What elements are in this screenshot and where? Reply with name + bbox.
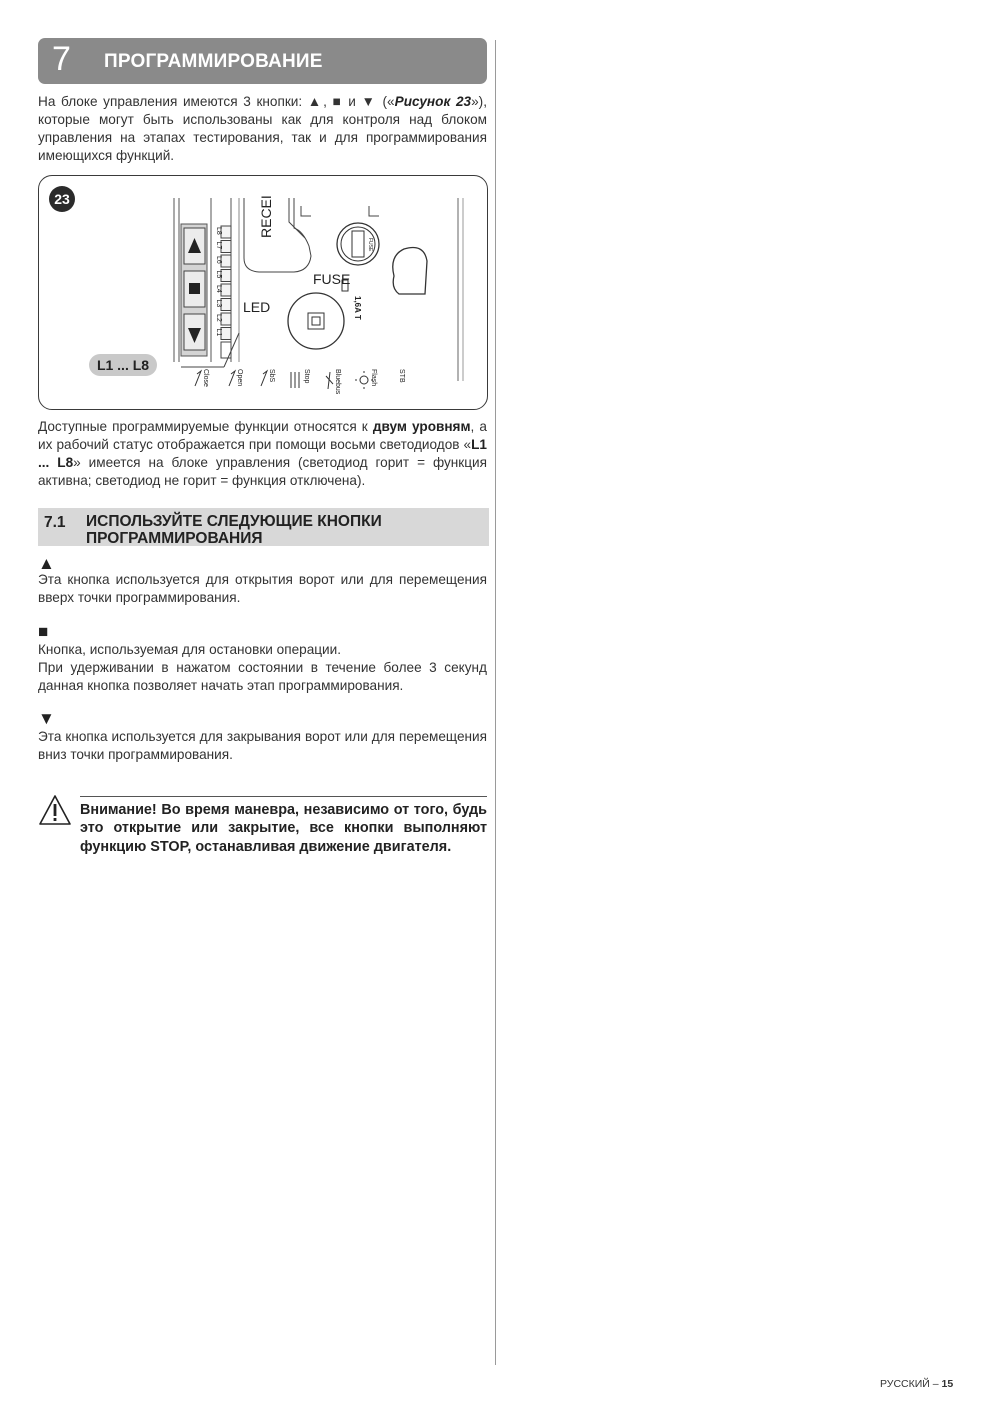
fuse-label: FUSE xyxy=(313,271,351,287)
warning-rule xyxy=(80,796,487,797)
terminal-label-stb: STB xyxy=(398,369,405,383)
led-label-l1: L1 xyxy=(215,328,222,337)
levels-text: Доступные программируемые функции относятся к xyxy=(38,419,373,434)
intro-text-continued: »), которые могут быть использованы как для контроля над блоком управления на этапах тестирования, так и для программирования имеющихся функций. xyxy=(38,94,487,163)
led-label-l2: L2 xyxy=(215,314,222,322)
terminal-label-flash: Flash xyxy=(370,369,377,387)
stop-description-2: При удерживании в нажатом состоянии в течение более 3 секунд данная кнопка позволяет начать этап программирования. xyxy=(38,660,487,693)
up-glyph: ▲ xyxy=(38,554,55,573)
warning-triangle-icon xyxy=(38,794,72,826)
warning-text: Внимание! Во время маневра, независимо от того, будь это открытие или закрытие, все кнопки выполняют функцию STOP, останавливая движение двигателя. xyxy=(80,802,487,855)
fuse-rating-label: 1,6A T xyxy=(353,296,362,320)
led-label-l5: L5 xyxy=(215,270,222,279)
stop-square-icon xyxy=(189,283,200,294)
leds-bold: L1 ... L8 xyxy=(38,437,487,470)
terminal-label-bluebus: Bluebus xyxy=(334,369,341,395)
figure-number-badge: 23 xyxy=(49,186,75,212)
down-description: Эта кнопка используется для закрывания ворот или для перемещения вниз точки программирования. xyxy=(38,729,487,762)
page-footer xyxy=(880,1378,953,1390)
chapter-number: 7 xyxy=(52,40,71,78)
figure-reference: Рисунок 23 xyxy=(394,94,472,109)
footer-language: РУССКИЙ xyxy=(880,1378,930,1390)
led-label-l4: L4 xyxy=(215,285,222,293)
led-callout-label: L1 ... L8 xyxy=(96,357,150,373)
stop-glyph: ■ xyxy=(38,622,49,641)
chapter-header xyxy=(38,38,487,84)
terminal-label-sbs: SbS xyxy=(268,369,275,383)
led-callout xyxy=(89,354,157,376)
section-number: 7.1 xyxy=(44,514,66,531)
led-label-l7: L7 xyxy=(215,241,222,250)
terminal-label-close: Close xyxy=(202,369,209,387)
led-label-l3: L3 xyxy=(215,299,222,308)
page-number: 15 xyxy=(941,1378,954,1390)
levels-bold: двум уровням xyxy=(372,419,471,434)
terminal-symbols xyxy=(195,371,373,389)
up-description: Эта кнопка используется для открытия ворот или для перемещения вверх точки программирования. xyxy=(38,572,487,605)
receiver-label: RECEI xyxy=(258,195,274,238)
led-label-l8: L8 xyxy=(215,227,222,235)
figure-23 xyxy=(38,175,488,410)
led-column xyxy=(215,226,231,340)
chapter-title: ПРОГРАММИРОВАНИЕ xyxy=(104,51,323,72)
levels-text-middle: , а их рабочий статус отображается при помощи восьми светодиодов « xyxy=(38,419,487,452)
levels-text-end: » имеется на блоке управления (светодиод горит = функция активна; светодиод не горит = функция отключена). xyxy=(38,455,487,488)
led-label: LED xyxy=(243,299,271,315)
intro-text: На блоке управления имеются 3 кнопки: ▲, ■ и ▼ (« xyxy=(38,94,395,109)
stop-description-1: Кнопка, используемая для остановки операции. xyxy=(38,642,342,657)
fuse-small-label: FUSE xyxy=(367,238,373,252)
terminal-label-open: Open xyxy=(236,369,243,387)
section-title: ИСПОЛЬЗУЙТЕ СЛЕДУЮЩИЕ КНОПКИ ПРОГРАММИРОВАНИЯ xyxy=(86,513,382,547)
led-label-l6: L6 xyxy=(215,256,222,264)
section-heading xyxy=(38,508,489,546)
levels-paragraph xyxy=(38,418,487,490)
column-divider xyxy=(495,40,496,1365)
footer-separator: – xyxy=(929,1378,942,1390)
intro-paragraph xyxy=(38,93,487,165)
terminal-label-stop: Stop xyxy=(303,369,310,384)
down-glyph: ▼ xyxy=(38,709,55,728)
